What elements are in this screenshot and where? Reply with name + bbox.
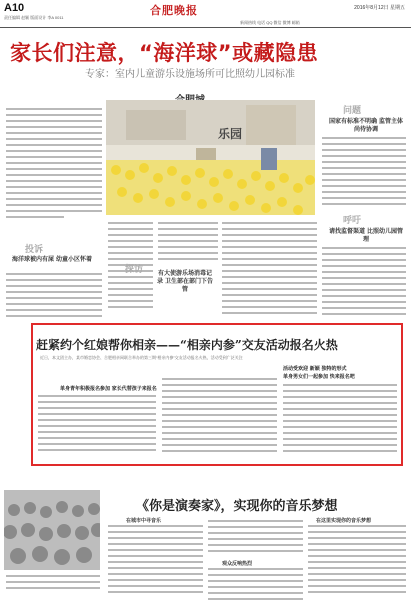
feature-col-head-left: 单身青年积极报名参加 家长代替孩子来报名 [60,386,157,392]
explore-tag: 探访 [125,265,144,275]
voice-tag: 呼吁 [343,216,362,226]
feature-body-mid [162,378,277,456]
center-body [222,222,317,318]
lead-headline[interactable]: 家长们注意，“海洋球”或藏隐患 [10,41,319,65]
lower-sub-right: 在这里实现你的音乐梦想 [316,518,372,524]
lower-sub-left: 在城市中寻音乐 [126,518,162,524]
question-body [322,137,406,209]
masthead [0,0,411,28]
investigation-body [6,273,102,321]
explore-body [158,222,218,264]
feature-body-right [283,384,397,456]
issue-date: 2016年8月12日 星期五 [354,5,405,11]
page-number: A10 [4,2,25,14]
svg-text:乐园: 乐园 [218,127,243,141]
feature-title[interactable]: 赶紧约个红娘帮你相亲——“相亲内参”交友活动报名火热 [36,338,338,352]
explore-title: 有大使游乐场消毒记录 卫生部在部门下告管 [156,270,214,293]
lower-body-1 [108,525,203,597]
feature-intro: 近日，本文团主办，某市婚恋协会、合肥相亲网联合举办的第三期“相亲内参”交友活动报名火热，活动受到广泛关注 [40,355,243,360]
paper-name: 合肥晚报 [150,4,198,17]
voice-body [322,247,406,319]
lower-caption [6,575,100,593]
feature-col-head-right2: 单身男女们一起参加 快来报名吧 [283,374,355,380]
feature-col-head-right: 活动受欢迎 新颖 独特的形式 [283,366,347,372]
lower-body-3 [208,568,303,604]
lower-headline[interactable]: 《你是演奏家》，实现你的音乐梦想 [136,499,338,514]
lower-body-2 [208,520,303,556]
concert-audience-photo [4,490,100,570]
lower-body-4 [308,525,406,597]
ball-pit-photo [106,100,315,215]
contact-line: 新闻热线 电话 QQ 微信 微博 邮箱 [240,20,300,25]
investigation-title: 海洋球被内有屎 幼童小区怀着 [11,256,93,263]
question-tag: 问题 [343,106,362,116]
investigation-tag: 投诉 [25,245,44,255]
lead-body-left [6,108,102,222]
lead-subhead: 专家：室内儿童游乐设施场所可比照幼儿园标准 [85,69,295,80]
editor-line: 责任编辑 赵颖 版面设计 李A 0011 [4,15,64,20]
question-title: 国家有标准不明确 监管主体尚待协调 [328,118,404,133]
voice-title: 请找监督渠道 比照幼儿园管理 [328,228,404,243]
lower-sub-mid: 观众反响热烈 [222,561,253,567]
feature-body-left [38,395,156,455]
